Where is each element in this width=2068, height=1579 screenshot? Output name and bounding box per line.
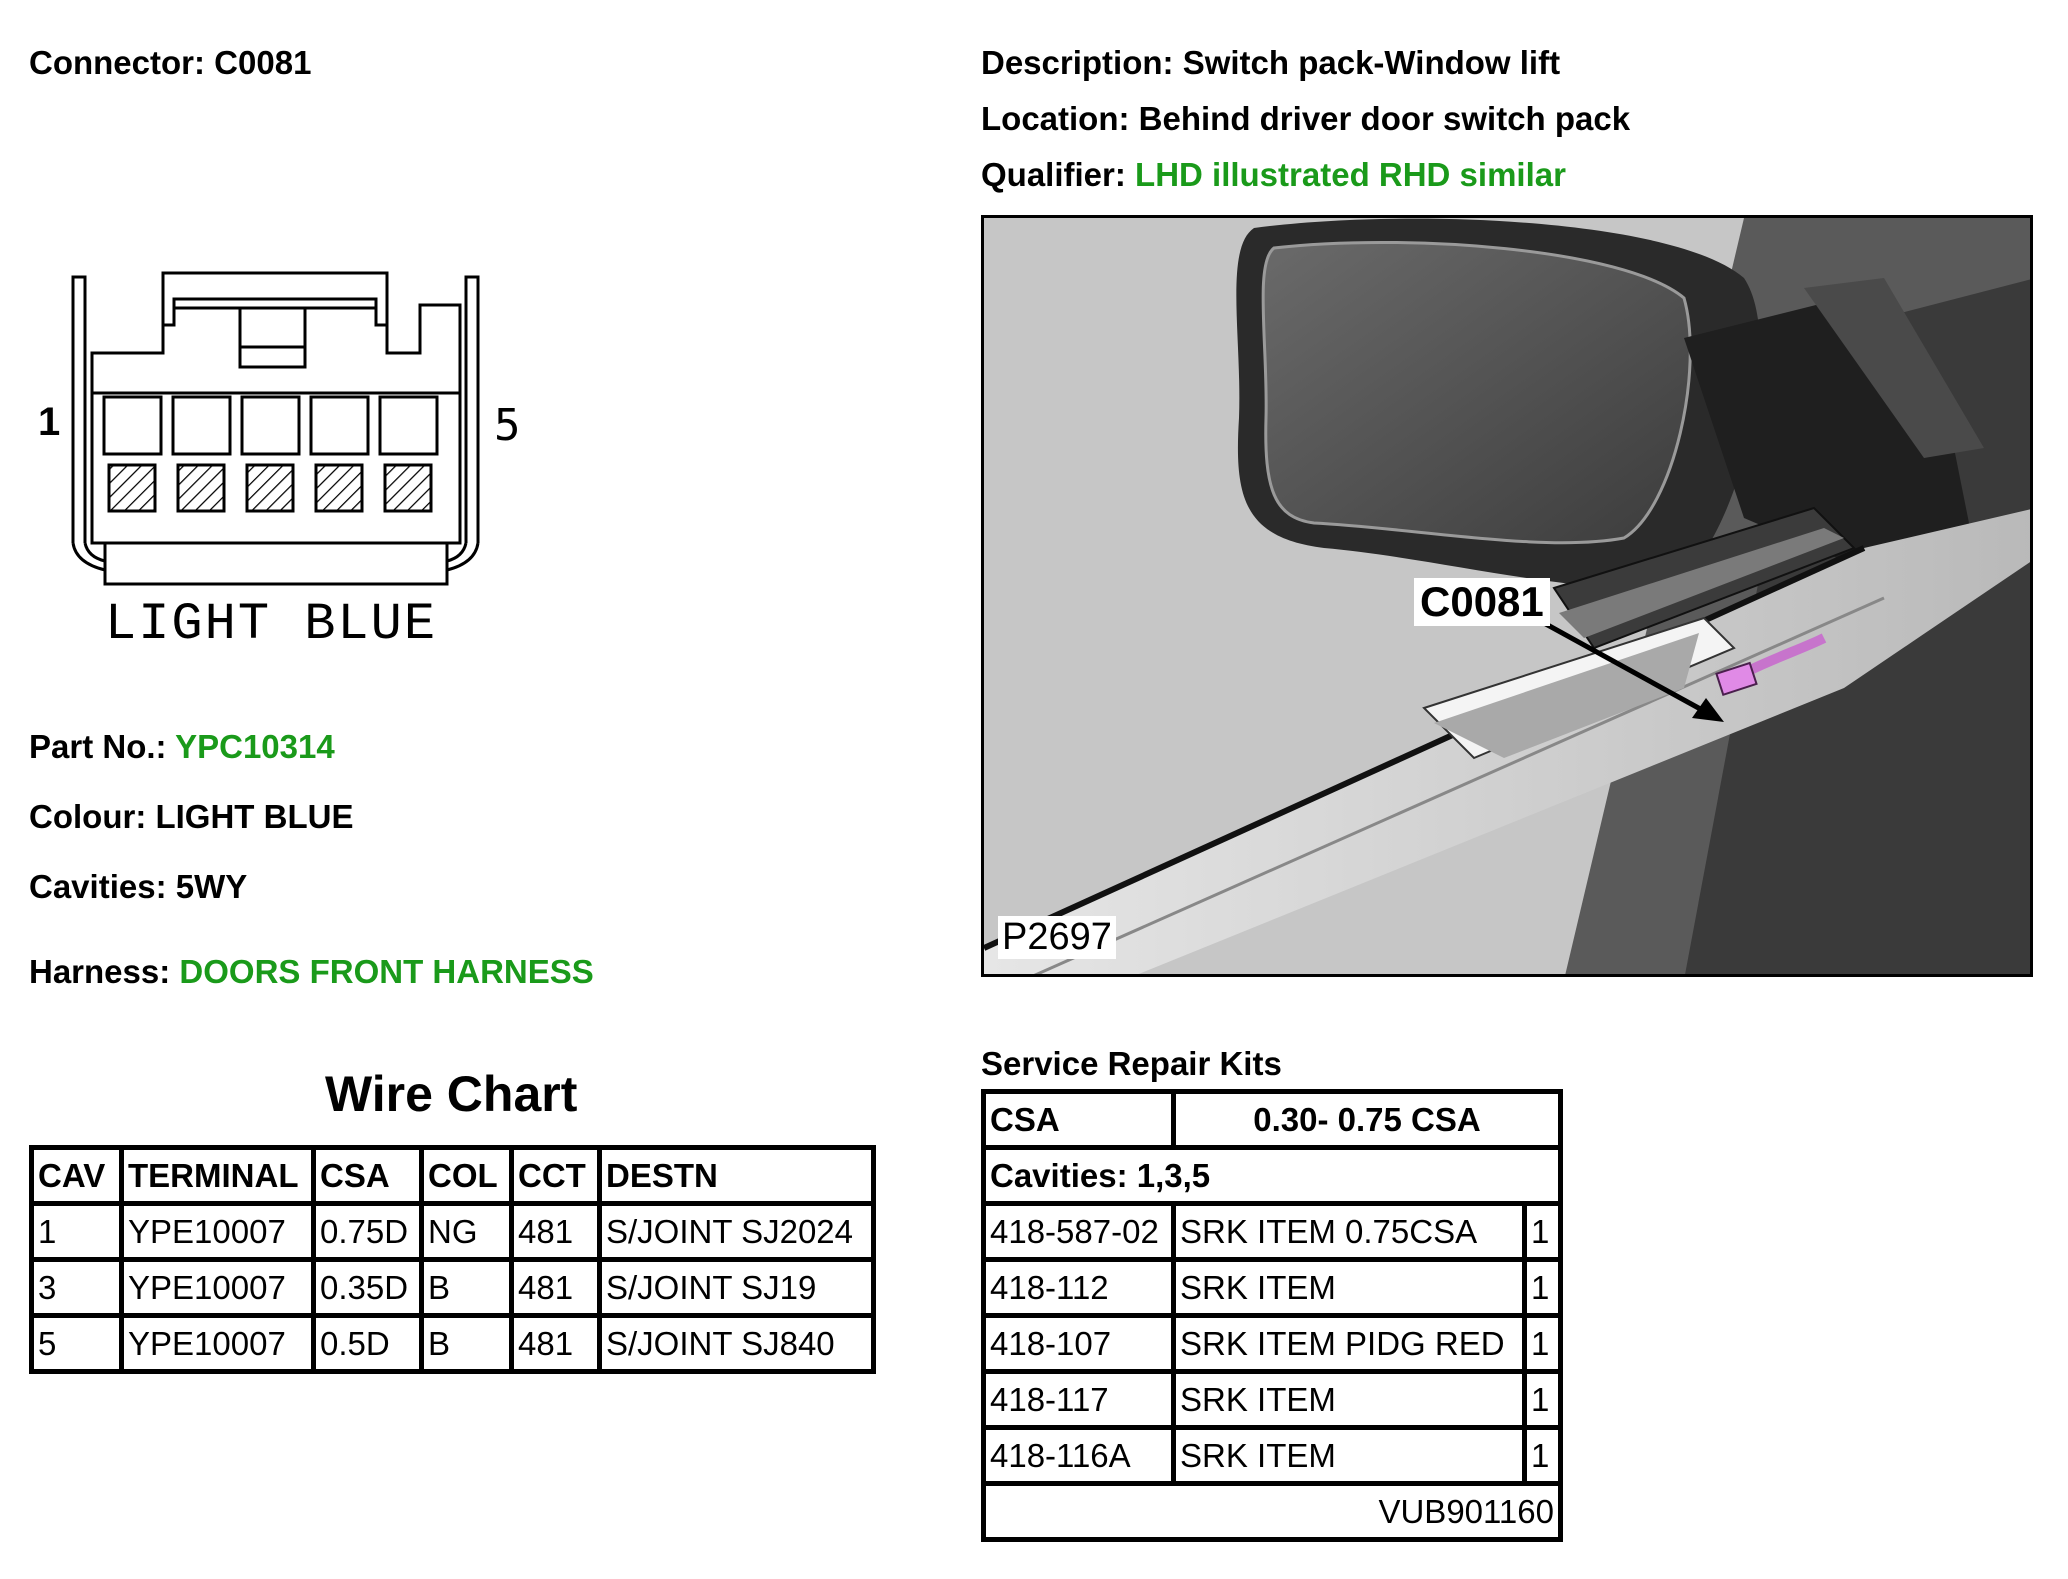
cell-terminal: YPE10007 — [122, 1316, 314, 1372]
qualifier-line — [981, 156, 1566, 194]
part-no-value: YPC10314 — [175, 728, 335, 765]
srk-qty: 1 — [1525, 1204, 1561, 1260]
srk-item: SRK ITEM — [1174, 1372, 1525, 1428]
colour-value: LIGHT BLUE — [155, 798, 354, 835]
srk-footer-code: VUB901160 — [984, 1484, 1561, 1540]
srk-table — [981, 1089, 1563, 1542]
colour-line — [29, 798, 353, 836]
photo-reference: P2697 — [998, 916, 1116, 959]
cell-col: B — [422, 1260, 512, 1316]
colour-label: Colour: — [29, 798, 147, 835]
srk-item: SRK ITEM — [1174, 1260, 1525, 1316]
srk-qty: 1 — [1525, 1260, 1561, 1316]
cell-csa: 0.35D — [314, 1260, 422, 1316]
srk-item: SRK ITEM 0.75CSA — [1174, 1204, 1525, 1260]
part-no-label: Part No.: — [29, 728, 167, 765]
cell-csa: 0.75D — [314, 1204, 422, 1260]
header-csa: CSA — [314, 1148, 422, 1204]
cavities-label: Cavities: — [29, 868, 167, 905]
cell-col: NG — [422, 1204, 512, 1260]
header-cav: CAV — [32, 1148, 122, 1204]
srk-part: 418-117 — [984, 1372, 1174, 1428]
header-terminal: TERMINAL — [122, 1148, 314, 1204]
connector-line — [29, 44, 311, 82]
srk-csa-row — [984, 1092, 1561, 1148]
srk-cavities: Cavities: 1,3,5 — [984, 1148, 1561, 1204]
cell-destn: S/JOINT SJ2024 — [600, 1204, 874, 1260]
srk-qty: 1 — [1525, 1316, 1561, 1372]
part-no-line — [29, 728, 335, 766]
table-row — [984, 1428, 1561, 1484]
srk-part: 418-112 — [984, 1260, 1174, 1316]
connector-value: C0081 — [214, 44, 312, 81]
cell-terminal: YPE10007 — [122, 1260, 314, 1316]
location-photo — [981, 215, 2033, 977]
header-destn: DESTN — [600, 1148, 874, 1204]
header-cct: CCT — [512, 1148, 600, 1204]
cell-col: B — [422, 1316, 512, 1372]
cell-destn: S/JOINT SJ840 — [600, 1316, 874, 1372]
table-row — [984, 1372, 1561, 1428]
srk-cavities-row — [984, 1148, 1561, 1204]
wire-chart-title: Wire Chart — [325, 1066, 578, 1122]
description-value: Switch pack-Window lift — [1182, 44, 1561, 81]
table-row — [984, 1260, 1561, 1316]
cell-cav: 3 — [32, 1260, 122, 1316]
location-value: Behind driver door switch pack — [1138, 100, 1631, 137]
wire-chart-table — [29, 1145, 876, 1374]
location-line — [981, 100, 1630, 138]
connector-label: Connector: — [29, 44, 205, 81]
cell-cav: 1 — [32, 1204, 122, 1260]
cell-cct: 481 — [512, 1260, 600, 1316]
table-row — [32, 1260, 874, 1316]
cell-csa: 0.5D — [314, 1316, 422, 1372]
qualifier-value: LHD illustrated RHD similar — [1135, 156, 1566, 193]
pin-1-label: 1 — [38, 400, 61, 444]
cell-terminal: YPE10007 — [122, 1204, 314, 1260]
srk-csa-label: CSA — [984, 1092, 1174, 1148]
harness-label: Harness: — [29, 953, 171, 990]
cavity-locks — [109, 465, 431, 511]
cell-destn: S/JOINT SJ19 — [600, 1260, 874, 1316]
table-row — [32, 1204, 874, 1260]
description-line — [981, 44, 1560, 82]
connector-face-diagram — [30, 265, 550, 665]
wire-chart-header-row — [32, 1148, 874, 1204]
cell-cct: 481 — [512, 1316, 600, 1372]
harness-value: DOORS FRONT HARNESS — [179, 953, 594, 990]
srk-footer-row — [984, 1484, 1561, 1540]
srk-qty: 1 — [1525, 1372, 1561, 1428]
description-label: Description: — [981, 44, 1174, 81]
table-row — [32, 1316, 874, 1372]
srk-part: 418-107 — [984, 1316, 1174, 1372]
cavities-line — [29, 868, 247, 906]
header-col: COL — [422, 1148, 512, 1204]
cavities-value: 5WY — [175, 868, 248, 905]
srk-csa-value: 0.30- 0.75 CSA — [1174, 1092, 1561, 1148]
srk-item: SRK ITEM PIDG RED — [1174, 1316, 1525, 1372]
diagram-caption: LIGHT BLUE — [105, 595, 438, 654]
table-row — [984, 1204, 1561, 1260]
photo-callout-label: C0081 — [1414, 578, 1550, 626]
srk-item: SRK ITEM — [1174, 1428, 1525, 1484]
cavity-terminals — [104, 397, 437, 454]
qualifier-label: Qualifier: — [981, 156, 1126, 193]
table-row — [984, 1316, 1561, 1372]
location-label: Location: — [981, 100, 1130, 137]
harness-line — [29, 953, 594, 991]
srk-part: 418-587-02 — [984, 1204, 1174, 1260]
srk-title: Service Repair Kits — [981, 1045, 1282, 1082]
cell-cct: 481 — [512, 1204, 600, 1260]
pin-5-label: 5 — [494, 400, 521, 451]
srk-qty: 1 — [1525, 1428, 1561, 1484]
cell-cav: 5 — [32, 1316, 122, 1372]
srk-part: 418-116A — [984, 1428, 1174, 1484]
